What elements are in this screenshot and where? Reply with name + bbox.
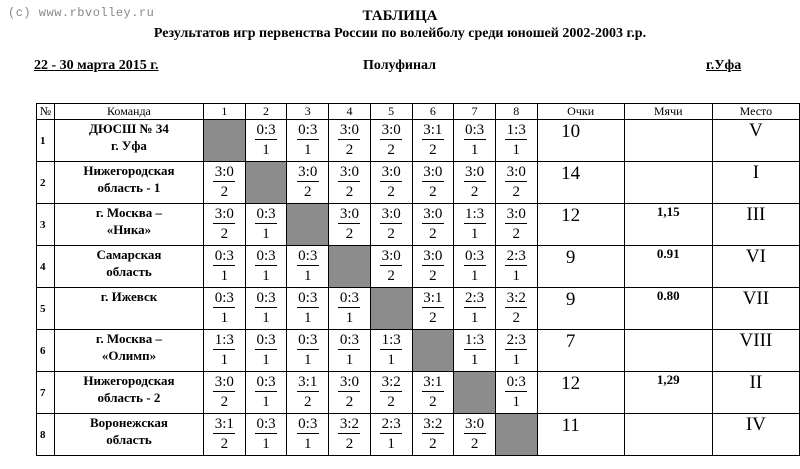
- points-value: 9: [565, 247, 576, 268]
- match-points: 2: [470, 436, 479, 452]
- points-cell: [537, 246, 624, 288]
- header-col-6: 6: [412, 104, 454, 120]
- score-cell: [495, 246, 537, 288]
- match-points: 1: [262, 436, 270, 452]
- set-score: 3:0: [423, 248, 443, 264]
- score-cell: [454, 288, 496, 330]
- match-points: 1: [470, 310, 479, 326]
- set-score: 3:1: [423, 374, 443, 390]
- set-score: 0:3: [506, 374, 526, 390]
- set-score: 2:3: [506, 248, 526, 264]
- table-row: [37, 246, 800, 288]
- match-points: 2: [470, 184, 479, 200]
- balls-cell: [624, 162, 712, 204]
- set-score: 2:3: [464, 290, 485, 306]
- match-points: 1: [304, 352, 312, 368]
- match-points: 1: [304, 268, 312, 284]
- score-cell: [329, 162, 371, 204]
- balls-cell: [624, 246, 712, 288]
- match-points: 2: [429, 394, 437, 410]
- score-cell: [370, 372, 412, 414]
- match-points: 1: [304, 142, 312, 158]
- place-cell: [712, 246, 799, 288]
- set-score: 3:0: [339, 122, 360, 138]
- match-points: 1: [512, 394, 521, 410]
- score-cell: [287, 330, 329, 372]
- set-score: 0:3: [298, 290, 318, 306]
- set-score: 2:3: [381, 416, 401, 432]
- points-cell: [537, 414, 624, 456]
- score-cell: [412, 162, 454, 204]
- place-value: V: [749, 120, 763, 141]
- diagonal-cell: [495, 414, 537, 456]
- diagonal-cell: [287, 204, 329, 246]
- score-cell: [204, 204, 246, 246]
- score-cell: [454, 246, 496, 288]
- row-number: 2: [37, 162, 55, 204]
- score-cell: [370, 330, 412, 372]
- table-row: [37, 372, 800, 414]
- header-col-3: 3: [287, 104, 329, 120]
- score-cell: [329, 414, 371, 456]
- match-points: 2: [345, 394, 354, 410]
- score-cell: [329, 120, 371, 162]
- match-points: 2: [429, 184, 437, 200]
- place-value: VIII: [739, 330, 773, 351]
- event-dates: 22 - 30 марта 2015 г.: [34, 58, 159, 73]
- match-points: 1: [262, 310, 270, 326]
- set-score: 0:3: [214, 290, 234, 306]
- score-cell: [370, 162, 412, 204]
- score-cell: [204, 372, 246, 414]
- header-balls: Мячи: [624, 104, 712, 120]
- diagonal-cell: [370, 288, 412, 330]
- score-cell: [370, 414, 412, 456]
- match-points: 1: [387, 436, 395, 452]
- match-points: 2: [387, 268, 395, 284]
- header-num: №: [37, 104, 55, 120]
- points-value: 12: [561, 205, 581, 226]
- team-name-line-2: г. Уфа: [110, 138, 147, 153]
- set-score: 0:3: [298, 248, 318, 264]
- match-points: 2: [387, 394, 395, 410]
- team-name: [54, 162, 203, 204]
- score-cell: [454, 204, 496, 246]
- match-points: 2: [220, 184, 229, 200]
- match-points: 1: [387, 352, 395, 368]
- table-row: [37, 288, 800, 330]
- match-points: 2: [387, 226, 395, 242]
- match-points: 1: [470, 268, 479, 284]
- set-score: 3:0: [506, 164, 526, 180]
- row-number: 7: [37, 372, 55, 414]
- score-cell: [245, 372, 287, 414]
- match-points: 1: [512, 268, 521, 284]
- match-points: 1: [220, 352, 229, 368]
- place-value: III: [746, 204, 766, 225]
- match-points: 1: [345, 310, 354, 326]
- set-score: 3:1: [423, 290, 443, 306]
- score-cell: [245, 288, 287, 330]
- set-score: 3:0: [423, 206, 443, 222]
- team-name-line-2: область: [106, 264, 152, 279]
- set-score: 3:0: [214, 206, 234, 222]
- score-cell: [495, 162, 537, 204]
- score-cell: [287, 414, 329, 456]
- team-name: [54, 372, 203, 414]
- header-points: Очки: [537, 104, 624, 120]
- balls-cell: [624, 372, 712, 414]
- balls-cell: [624, 288, 712, 330]
- match-points: 2: [220, 394, 229, 410]
- score-cell: [245, 414, 287, 456]
- score-cell: [287, 246, 329, 288]
- row-number: 8: [37, 414, 55, 456]
- page-title: ТАБЛИЦА: [362, 8, 438, 24]
- set-score: 3:0: [464, 164, 485, 180]
- team-name: [54, 414, 203, 456]
- header-place: Место: [712, 104, 799, 120]
- table-row: [37, 162, 800, 204]
- set-score: 0:3: [256, 248, 276, 264]
- match-points: 2: [345, 142, 354, 158]
- points-cell: [537, 330, 624, 372]
- match-points: 2: [304, 184, 312, 200]
- set-score: 2:3: [506, 332, 526, 348]
- match-points: 1: [262, 226, 270, 242]
- match-points: 1: [220, 268, 229, 284]
- header-col-2: 2: [245, 104, 287, 120]
- table-row: [37, 330, 800, 372]
- set-score: 3:2: [506, 290, 526, 306]
- match-points: 2: [304, 394, 312, 410]
- set-score: 3:2: [381, 374, 401, 390]
- match-points: 1: [262, 268, 270, 284]
- points-cell: [537, 204, 624, 246]
- score-cell: [329, 288, 371, 330]
- score-cell: [495, 288, 537, 330]
- score-cell: [287, 372, 329, 414]
- set-score: 0:3: [256, 416, 276, 432]
- watermark: (c) www.rbvolley.ru: [8, 6, 155, 20]
- points-value: 14: [561, 163, 581, 184]
- balls-cell: [624, 204, 712, 246]
- score-cell: [204, 246, 246, 288]
- score-cell: [204, 162, 246, 204]
- score-cell: [204, 288, 246, 330]
- place-cell: [712, 372, 799, 414]
- score-cell: [454, 120, 496, 162]
- score-cell: [370, 120, 412, 162]
- set-score: 1:3: [464, 332, 485, 348]
- score-cell: [412, 372, 454, 414]
- place-cell: [712, 204, 799, 246]
- team-name-line-1: ДЮСШ № 34: [89, 121, 169, 136]
- set-score: 3:0: [381, 164, 401, 180]
- header-col-4: 4: [329, 104, 371, 120]
- set-score: 0:3: [339, 290, 360, 306]
- match-points: 1: [345, 352, 354, 368]
- points-value: 12: [561, 373, 581, 394]
- match-points: 2: [429, 142, 437, 158]
- score-cell: [454, 162, 496, 204]
- set-score: 3:0: [381, 122, 401, 138]
- set-score: 1:3: [464, 206, 485, 222]
- header-col-8: 8: [495, 104, 537, 120]
- points-cell: [537, 372, 624, 414]
- team-name-line-1: г. Москва –: [95, 205, 162, 220]
- results-table: [36, 103, 800, 456]
- set-score: 1:3: [214, 332, 234, 348]
- diagonal-cell: [245, 162, 287, 204]
- team-name-line-1: Нижегородская: [83, 373, 175, 388]
- header-row: [37, 104, 800, 120]
- set-score: 3:0: [381, 206, 401, 222]
- set-score: 0:3: [464, 122, 485, 138]
- team-name-line-1: г. Ижевск: [100, 289, 158, 304]
- team-name-line-1: Нижегородская: [83, 163, 175, 178]
- match-points: 2: [429, 436, 437, 452]
- header-col-1: 1: [204, 104, 246, 120]
- score-cell: [495, 204, 537, 246]
- header-col-7: 7: [454, 104, 496, 120]
- score-cell: [245, 330, 287, 372]
- header-col-5: 5: [370, 104, 412, 120]
- score-cell: [370, 204, 412, 246]
- set-score: 0:3: [214, 248, 234, 264]
- table-row: [37, 120, 800, 162]
- set-score: 1:3: [506, 122, 526, 138]
- match-points: 1: [512, 352, 521, 368]
- set-score: 3:0: [339, 164, 360, 180]
- score-cell: [412, 204, 454, 246]
- balls-value: 0.80: [656, 288, 680, 303]
- set-score: 0:3: [256, 206, 276, 222]
- table-row: [37, 414, 800, 456]
- score-cell: [495, 330, 537, 372]
- diagonal-cell: [204, 120, 246, 162]
- match-points: 2: [220, 436, 229, 452]
- team-name-line-2: «Ника»: [106, 222, 152, 237]
- score-cell: [412, 288, 454, 330]
- points-cell: [537, 288, 624, 330]
- match-points: 2: [429, 226, 437, 242]
- place-cell: [712, 414, 799, 456]
- place-value: IV: [745, 414, 766, 435]
- header-team: Команда: [54, 104, 203, 120]
- score-cell: [329, 330, 371, 372]
- place-cell: [712, 330, 799, 372]
- set-score: 3:0: [214, 164, 234, 180]
- place-cell: [712, 162, 799, 204]
- set-score: 3:1: [423, 122, 443, 138]
- place-cell: [712, 120, 799, 162]
- diagonal-cell: [412, 330, 454, 372]
- match-points: 2: [220, 226, 229, 242]
- place-value: VII: [742, 288, 770, 309]
- set-score: 3:2: [339, 416, 360, 432]
- diagonal-cell: [454, 372, 496, 414]
- match-points: 1: [470, 226, 479, 242]
- score-cell: [495, 372, 537, 414]
- balls-cell: [624, 414, 712, 456]
- set-score: 0:3: [464, 248, 485, 264]
- set-score: 3:1: [298, 374, 318, 390]
- page-subtitle: Результатов игр первенства России по волейболу среди юношей 2002-2003 г.р.: [153, 26, 647, 41]
- score-cell: [287, 120, 329, 162]
- set-score: 3:0: [506, 206, 526, 222]
- row-number: 1: [37, 120, 55, 162]
- row-number: 3: [37, 204, 55, 246]
- row-number: 4: [37, 246, 55, 288]
- score-cell: [204, 414, 246, 456]
- score-cell: [287, 288, 329, 330]
- team-name-line-1: Самарская: [96, 247, 162, 262]
- score-cell: [329, 204, 371, 246]
- balls-value: 1,15: [656, 204, 680, 219]
- score-cell: [412, 246, 454, 288]
- score-cell: [412, 414, 454, 456]
- set-score: 3:0: [214, 374, 234, 390]
- match-points: 2: [429, 310, 437, 326]
- place-cell: [712, 288, 799, 330]
- points-value: 11: [561, 415, 580, 436]
- match-points: 1: [304, 310, 312, 326]
- set-score: 3:0: [381, 248, 401, 264]
- score-cell: [412, 120, 454, 162]
- points-value: 7: [565, 331, 576, 352]
- team-name-line-2: «Олимп»: [101, 348, 157, 363]
- match-points: 2: [429, 268, 437, 284]
- match-points: 2: [512, 184, 521, 200]
- match-points: 2: [345, 226, 354, 242]
- match-points: 1: [220, 310, 229, 326]
- match-points: 2: [387, 142, 395, 158]
- match-points: 2: [387, 184, 395, 200]
- points-value: 9: [565, 289, 576, 310]
- points-value: 10: [561, 121, 581, 142]
- set-score: 0:3: [256, 374, 276, 390]
- team-name: [54, 288, 203, 330]
- team-name-line-1: г. Москва –: [95, 331, 162, 346]
- set-score: 0:3: [256, 122, 276, 138]
- place-value: II: [749, 372, 763, 393]
- points-cell: [537, 120, 624, 162]
- match-points: 1: [262, 142, 270, 158]
- set-score: 3:2: [423, 416, 443, 432]
- team-name: [54, 246, 203, 288]
- balls-value: 0.91: [656, 246, 680, 261]
- score-cell: [287, 162, 329, 204]
- match-points: 2: [512, 310, 521, 326]
- points-cell: [537, 162, 624, 204]
- row-number: 5: [37, 288, 55, 330]
- set-score: 3:1: [214, 416, 234, 432]
- match-points: 1: [262, 394, 270, 410]
- match-points: 1: [470, 142, 479, 158]
- match-points: 2: [345, 436, 354, 452]
- set-score: 0:3: [256, 332, 276, 348]
- set-score: 3:0: [423, 164, 443, 180]
- set-score: 0:3: [298, 416, 318, 432]
- city-label: г.Уфа: [706, 58, 742, 73]
- set-score: 0:3: [298, 122, 318, 138]
- team-name-line-2: область - 1: [97, 180, 161, 195]
- score-cell: [495, 120, 537, 162]
- score-cell: [245, 120, 287, 162]
- score-cell: [204, 330, 246, 372]
- score-cell: [245, 204, 287, 246]
- team-name: [54, 330, 203, 372]
- balls-value: 1,29: [656, 372, 680, 387]
- team-name: [54, 204, 203, 246]
- diagonal-cell: [329, 246, 371, 288]
- score-cell: [454, 330, 496, 372]
- match-points: 1: [470, 352, 479, 368]
- match-points: 2: [512, 226, 521, 242]
- balls-cell: [624, 330, 712, 372]
- match-points: 1: [512, 142, 521, 158]
- set-score: 3:0: [339, 206, 360, 222]
- stage-label: Полуфинал: [363, 58, 437, 73]
- place-value: VI: [745, 246, 766, 267]
- set-score: 3:0: [298, 164, 318, 180]
- set-score: 0:3: [256, 290, 276, 306]
- match-points: 2: [345, 184, 354, 200]
- team-name-line-2: область - 2: [97, 390, 161, 405]
- set-score: 1:3: [381, 332, 401, 348]
- score-cell: [245, 246, 287, 288]
- team-name-line-1: Воронежская: [89, 415, 168, 430]
- score-cell: [329, 372, 371, 414]
- set-score: 3:0: [339, 374, 360, 390]
- balls-cell: [624, 120, 712, 162]
- match-points: 1: [262, 352, 270, 368]
- team-name: [54, 120, 203, 162]
- table-row: [37, 204, 800, 246]
- place-value: I: [752, 162, 760, 183]
- set-score: 3:0: [464, 416, 485, 432]
- set-score: 0:3: [339, 332, 360, 348]
- score-cell: [454, 414, 496, 456]
- set-score: 0:3: [298, 332, 318, 348]
- row-number: 6: [37, 330, 55, 372]
- score-cell: [370, 246, 412, 288]
- team-name-line-2: область: [106, 432, 152, 447]
- match-points: 1: [304, 436, 312, 452]
